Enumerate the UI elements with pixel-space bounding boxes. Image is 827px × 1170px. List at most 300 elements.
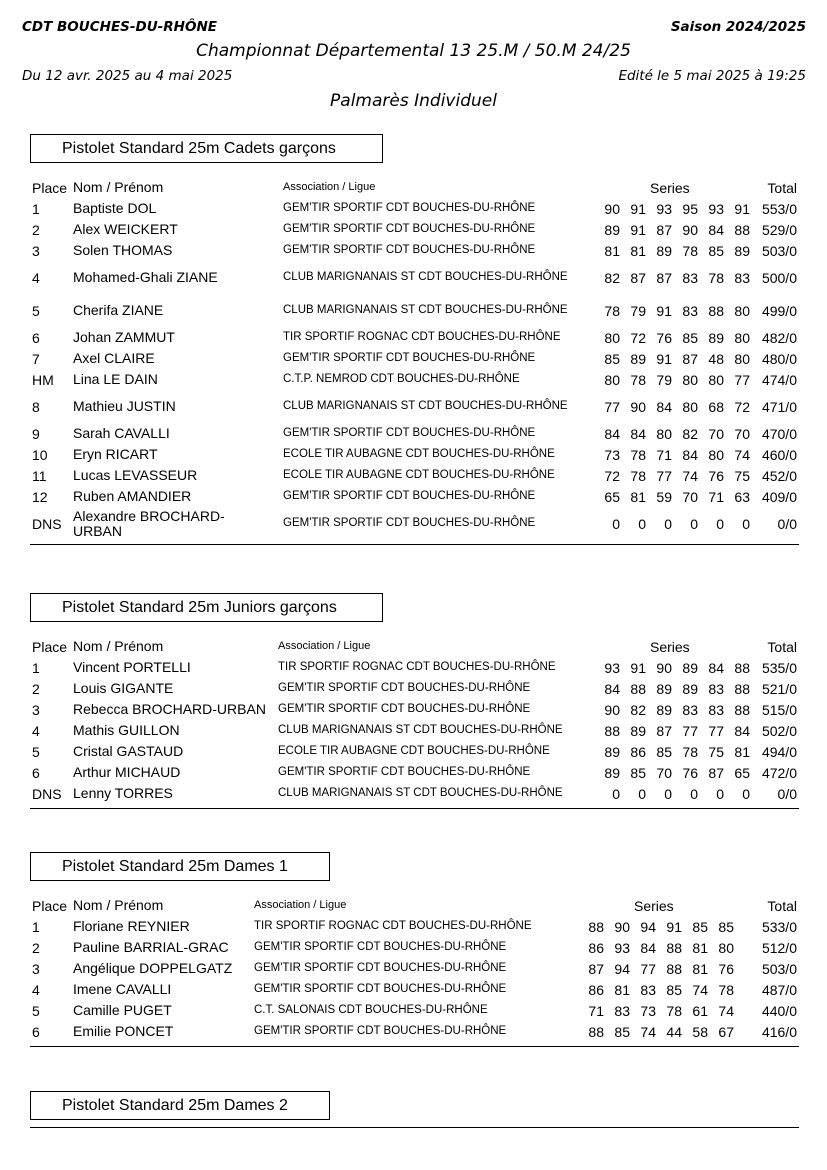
- cell-place: 10: [32, 446, 48, 463]
- table-header-row: [30, 177, 799, 198]
- cell-place: 3: [32, 242, 40, 259]
- cell-name: Lucas LEVASSEUR: [73, 467, 198, 483]
- cell-place: 3: [32, 701, 40, 718]
- cell-series-score: 86: [630, 743, 646, 760]
- cell-total: 472/0: [761, 764, 797, 781]
- cell-place: 5: [32, 1002, 40, 1019]
- cell-series-score: 85: [666, 981, 682, 998]
- cell-place: 1: [32, 200, 40, 217]
- cell-name: Cristal GASTAUD: [73, 743, 184, 759]
- cell-series-score: 91: [630, 221, 646, 238]
- cell-series-score: 80: [682, 371, 698, 388]
- cell-place: 8: [32, 398, 40, 415]
- cell-association: GEM'TIR SPORTIF CDT BOUCHES-DU-RHÔNE: [283, 490, 536, 503]
- cell-total: 503/0: [761, 960, 797, 977]
- cell-series-score: 82: [682, 425, 698, 442]
- cell-series-score: 77: [604, 398, 620, 415]
- season-label: Saison 2024/2025: [670, 19, 806, 35]
- cell-series-score: 91: [656, 302, 672, 319]
- cell-series-score: 95: [682, 200, 698, 217]
- cell-series-score: 91: [656, 350, 672, 367]
- cell-series-score: 86: [588, 981, 604, 998]
- cell-series-score: 58: [692, 1023, 708, 1040]
- table-row: [30, 219, 799, 240]
- cell-total: 553/0: [761, 200, 797, 217]
- cell-series-score: 72: [604, 467, 620, 484]
- cell-series-score: 70: [708, 425, 724, 442]
- cell-total: 503/0: [761, 242, 797, 259]
- cell-series-score: 80: [604, 329, 620, 346]
- cell-place: HM: [32, 371, 54, 388]
- cell-series-score: 87: [656, 221, 672, 238]
- cell-name: Imene CAVALLI: [73, 981, 172, 997]
- cell-association: GEM'TIR SPORTIF CDT BOUCHES-DU-RHÔNE: [283, 223, 536, 236]
- cell-association: ECOLE TIR AUBAGNE CDT BOUCHES-DU-RHÔNE: [283, 469, 555, 482]
- cell-association: GEM'TIR SPORTIF CDT BOUCHES-DU-RHÔNE: [254, 962, 507, 975]
- cell-series-score: 91: [666, 918, 682, 935]
- table-row: [30, 1000, 799, 1021]
- cell-series-score: 89: [630, 722, 646, 739]
- cell-name: Emilie PONCET: [73, 1023, 174, 1039]
- cell-series-score: 73: [604, 446, 620, 463]
- cell-association: CLUB MARIGNANAIS ST CDT BOUCHES-DU-RHÔNE: [283, 271, 568, 284]
- cell-series-score: 77: [640, 960, 656, 977]
- edited-timestamp: Edité le 5 mai 2025 à 19:25: [618, 68, 806, 84]
- cell-series-score: 72: [734, 398, 750, 415]
- cell-series-score: 77: [656, 467, 672, 484]
- cell-series-score: 61: [692, 1002, 708, 1019]
- table-row: [30, 720, 799, 741]
- cell-total: 487/0: [761, 981, 797, 998]
- cell-series-score: 83: [614, 1002, 630, 1019]
- cell-series-score: 87: [588, 960, 604, 977]
- cell-total: 416/0: [761, 1023, 797, 1040]
- cell-name: Floriane REYNIER: [73, 918, 190, 934]
- table-row: [30, 762, 799, 783]
- table-row: [30, 1021, 799, 1042]
- cell-place: 7: [32, 350, 40, 367]
- cell-name: Arthur MICHAUD: [73, 764, 181, 780]
- cell-series-score: 79: [630, 302, 646, 319]
- cell-name: Solen THOMAS: [73, 242, 173, 258]
- table-row: [30, 958, 799, 979]
- table-row: [30, 783, 799, 804]
- cell-series-score: 88: [734, 701, 750, 718]
- cell-series-score: 80: [682, 398, 698, 415]
- cell-place: 2: [32, 221, 40, 238]
- cell-series-score: 80: [734, 302, 750, 319]
- cell-series-score: 85: [718, 918, 734, 935]
- cell-series-score: 0: [664, 515, 672, 532]
- cell-total: 529/0: [761, 221, 797, 238]
- cell-association: TIR SPORTIF ROGNAC CDT BOUCHES-DU-RHÔNE: [254, 920, 532, 933]
- cell-total: 533/0: [761, 918, 797, 935]
- header-association: Association / Ligue: [283, 181, 376, 194]
- cell-place: DNS: [32, 515, 62, 532]
- cell-place: 6: [32, 329, 40, 346]
- cell-name: Eryn RICART: [73, 446, 158, 462]
- cell-series-score: 89: [656, 680, 672, 697]
- header-total: Total: [767, 638, 797, 655]
- championship-title: Championnat Départemental 13 25.M / 50.M 24/25: [196, 41, 631, 61]
- cell-association: GEM'TIR SPORTIF CDT BOUCHES-DU-RHÔNE: [278, 766, 531, 779]
- cell-place: 6: [32, 764, 40, 781]
- cell-series-score: 0: [742, 515, 750, 532]
- cell-place: DNS: [32, 785, 62, 802]
- cell-series-score: 44: [666, 1023, 682, 1040]
- header-series: Series: [650, 638, 690, 655]
- cell-series-score: 88: [666, 939, 682, 956]
- cell-series-score: 0: [664, 785, 672, 802]
- table-row: [30, 741, 799, 762]
- cell-series-score: 88: [734, 680, 750, 697]
- cell-name: Mathis GUILLON: [73, 722, 180, 738]
- cell-series-score: 88: [630, 680, 646, 697]
- table-row: [30, 423, 799, 444]
- cell-total: 500/0: [761, 269, 797, 286]
- cell-series-score: 93: [614, 939, 630, 956]
- table-row: [30, 444, 799, 465]
- cell-series-score: 80: [708, 371, 724, 388]
- cell-name: Alexandre BROCHARD-URBAN: [73, 507, 225, 539]
- header-total: Total: [767, 897, 797, 914]
- cell-series-score: 79: [656, 371, 672, 388]
- cell-association: C.T. SALONAIS CDT BOUCHES-DU-RHÔNE: [254, 1004, 488, 1017]
- cell-series-score: 81: [734, 743, 750, 760]
- cell-series-score: 74: [640, 1023, 656, 1040]
- cell-series-score: 85: [682, 329, 698, 346]
- cell-name: Cherifa ZIANE: [73, 302, 164, 318]
- table-row: [30, 486, 799, 507]
- cell-series-score: 90: [604, 701, 620, 718]
- category-title: Pistolet Standard 25m Juniors garçons: [30, 593, 383, 622]
- cell-series-score: 74: [718, 1002, 734, 1019]
- cell-name: Lenny TORRES: [73, 785, 173, 801]
- category-title: Pistolet Standard 25m Dames 1: [30, 852, 330, 881]
- cell-series-score: 84: [708, 221, 724, 238]
- cell-series-score: 84: [708, 659, 724, 676]
- cell-series-score: 70: [734, 425, 750, 442]
- header-place: Place: [32, 897, 68, 914]
- cell-total: 0/0: [777, 515, 797, 532]
- table-row: [30, 937, 799, 958]
- cell-place: 4: [32, 722, 40, 739]
- cell-series-score: 80: [604, 371, 620, 388]
- cell-name: Ruben AMANDIER: [73, 488, 192, 504]
- table-header-row: [30, 895, 799, 916]
- cell-series-score: 73: [640, 1002, 656, 1019]
- cell-series-score: 78: [708, 269, 724, 286]
- cell-association: CLUB MARIGNANAIS ST CDT BOUCHES-DU-RHÔNE: [283, 304, 568, 317]
- cell-name: Rebecca BROCHARD-URBAN: [73, 701, 266, 717]
- cell-series-score: 89: [604, 764, 620, 781]
- table-row: [30, 465, 799, 486]
- cell-series-score: 88: [588, 918, 604, 935]
- cell-association: GEM'TIR SPORTIF CDT BOUCHES-DU-RHÔNE: [254, 1025, 507, 1038]
- cell-series-score: 80: [708, 446, 724, 463]
- header-series: Series: [634, 897, 674, 914]
- cell-series-score: 87: [656, 269, 672, 286]
- cell-series-score: 85: [708, 242, 724, 259]
- cell-series-score: 89: [734, 242, 750, 259]
- cell-series-score: 78: [630, 446, 646, 463]
- cell-series-score: 90: [682, 221, 698, 238]
- cell-series-score: 63: [734, 488, 750, 505]
- cell-total: 471/0: [761, 398, 797, 415]
- cell-name: Axel CLAIRE: [73, 350, 155, 366]
- cell-series-score: 87: [630, 269, 646, 286]
- cell-series-score: 88: [588, 1023, 604, 1040]
- cell-name: Alex WEICKERT: [73, 221, 178, 237]
- competition-dates: Du 12 avr. 2025 au 4 mai 2025: [22, 68, 233, 84]
- cell-series-score: 71: [588, 1002, 604, 1019]
- cell-series-score: 81: [692, 939, 708, 956]
- cell-association: GEM'TIR SPORTIF CDT BOUCHES-DU-RHÔNE: [283, 202, 536, 215]
- table-row: [30, 327, 799, 348]
- cell-series-score: 93: [656, 200, 672, 217]
- cell-series-score: 81: [630, 242, 646, 259]
- header-place: Place: [32, 638, 68, 655]
- cell-series-score: 83: [734, 269, 750, 286]
- cell-series-score: 72: [630, 329, 646, 346]
- cell-series-score: 80: [734, 329, 750, 346]
- cell-series-score: 89: [682, 680, 698, 697]
- cell-series-score: 70: [682, 488, 698, 505]
- cell-series-score: 80: [734, 350, 750, 367]
- table-row: [30, 240, 799, 261]
- cell-series-score: 0: [742, 785, 750, 802]
- cell-association: GEM'TIR SPORTIF CDT BOUCHES-DU-RHÔNE: [278, 703, 531, 716]
- table-row: [30, 261, 799, 294]
- cell-association: CLUB MARIGNANAIS ST CDT BOUCHES-DU-RHÔNE: [283, 400, 568, 413]
- cell-series-score: 84: [734, 722, 750, 739]
- table-row: [30, 348, 799, 369]
- cell-total: 409/0: [761, 488, 797, 505]
- header-association: Association / Ligue: [254, 899, 347, 912]
- organization-name: CDT BOUCHES-DU-RHÔNE: [22, 19, 217, 35]
- cell-name: Baptiste DOL: [73, 200, 157, 216]
- cell-association: GEM'TIR SPORTIF CDT BOUCHES-DU-RHÔNE: [283, 427, 536, 440]
- header-place: Place: [32, 179, 68, 196]
- cell-place: 4: [32, 269, 40, 286]
- cell-series-score: 80: [718, 939, 734, 956]
- header-total: Total: [767, 179, 797, 196]
- cell-association: GEM'TIR SPORTIF CDT BOUCHES-DU-RHÔNE: [254, 941, 507, 954]
- cell-series-score: 78: [682, 743, 698, 760]
- cell-series-score: 91: [734, 200, 750, 217]
- cell-series-score: 83: [708, 680, 724, 697]
- cell-name: Lina LE DAIN: [73, 371, 158, 387]
- cell-series-score: 85: [614, 1023, 630, 1040]
- cell-total: 480/0: [761, 350, 797, 367]
- cell-series-score: 88: [666, 960, 682, 977]
- cell-series-score: 84: [630, 425, 646, 442]
- cell-series-score: 74: [734, 446, 750, 463]
- cell-series-score: 80: [656, 425, 672, 442]
- cell-place: 11: [32, 467, 47, 484]
- cell-series-score: 81: [692, 960, 708, 977]
- cell-name: Sarah CAVALLI: [73, 425, 170, 441]
- cell-series-score: 78: [718, 981, 734, 998]
- table-row: [30, 507, 799, 540]
- cell-association: TIR SPORTIF ROGNAC CDT BOUCHES-DU-RHÔNE: [283, 331, 561, 344]
- cell-series-score: 74: [692, 981, 708, 998]
- cell-series-score: 88: [708, 302, 724, 319]
- cell-series-score: 70: [656, 764, 672, 781]
- cell-total: 499/0: [761, 302, 797, 319]
- cell-series-score: 78: [682, 242, 698, 259]
- cell-total: 494/0: [761, 743, 797, 760]
- cell-total: 502/0: [761, 722, 797, 739]
- cell-total: 521/0: [761, 680, 797, 697]
- cell-series-score: 88: [734, 659, 750, 676]
- cell-total: 452/0: [761, 467, 797, 484]
- table-row: [30, 678, 799, 699]
- cell-series-score: 84: [682, 446, 698, 463]
- cell-series-score: 77: [682, 722, 698, 739]
- cell-series-score: 0: [716, 515, 724, 532]
- cell-series-score: 0: [716, 785, 724, 802]
- cell-series-score: 0: [638, 515, 646, 532]
- cell-series-score: 90: [656, 659, 672, 676]
- cell-association: CLUB MARIGNANAIS ST CDT BOUCHES-DU-RHÔNE: [278, 724, 563, 737]
- cell-series-score: 83: [682, 302, 698, 319]
- cell-total: 482/0: [761, 329, 797, 346]
- cell-series-score: 67: [718, 1023, 734, 1040]
- cell-series-score: 78: [630, 467, 646, 484]
- cell-association: GEM'TIR SPORTIF CDT BOUCHES-DU-RHÔNE: [283, 517, 536, 530]
- table-row: [30, 369, 799, 390]
- cell-series-score: 0: [638, 785, 646, 802]
- cell-series-score: 86: [588, 939, 604, 956]
- cell-place: 4: [32, 981, 40, 998]
- cell-name: Mohamed-Ghali ZIANE: [73, 269, 218, 285]
- cell-series-score: 71: [708, 488, 724, 505]
- cell-association: CLUB MARIGNANAIS ST CDT BOUCHES-DU-RHÔNE: [278, 787, 563, 800]
- cell-series-score: 85: [692, 918, 708, 935]
- cell-series-score: 90: [604, 200, 620, 217]
- category-title: Pistolet Standard 25m Cadets garçons: [30, 134, 383, 163]
- header-name: Nom / Prénom: [73, 638, 164, 654]
- cell-series-score: 74: [682, 467, 698, 484]
- cell-series-score: 87: [682, 350, 698, 367]
- cell-series-score: 89: [656, 701, 672, 718]
- cell-place: 2: [32, 680, 40, 697]
- cell-series-score: 81: [630, 488, 646, 505]
- header-series: Series: [650, 179, 690, 196]
- cell-series-score: 85: [656, 743, 672, 760]
- cell-place: 5: [32, 302, 40, 319]
- cell-series-score: 85: [630, 764, 646, 781]
- cell-place: 1: [32, 918, 40, 935]
- results-table: [30, 895, 799, 1047]
- cell-association: GEM'TIR SPORTIF CDT BOUCHES-DU-RHÔNE: [278, 682, 531, 695]
- cell-total: 512/0: [761, 939, 797, 956]
- cell-association: GEM'TIR SPORTIF CDT BOUCHES-DU-RHÔNE: [283, 244, 536, 257]
- cell-total: 474/0: [761, 371, 797, 388]
- cell-series-score: 77: [708, 722, 724, 739]
- cell-series-score: 88: [604, 722, 620, 739]
- header-name: Nom / Prénom: [73, 179, 164, 195]
- cell-series-score: 0: [690, 785, 698, 802]
- cell-series-score: 83: [708, 701, 724, 718]
- cell-series-score: 81: [614, 981, 630, 998]
- cell-association: TIR SPORTIF ROGNAC CDT BOUCHES-DU-RHÔNE: [278, 661, 556, 674]
- cell-series-score: 76: [718, 960, 734, 977]
- cell-series-score: 84: [656, 398, 672, 415]
- table-row: [30, 390, 799, 423]
- table-header-row: [30, 636, 799, 657]
- table-row: [30, 979, 799, 1000]
- table-row: [30, 198, 799, 219]
- cell-association: C.T.P. NEMROD CDT BOUCHES-DU-RHÔNE: [283, 373, 520, 386]
- table-row: [30, 657, 799, 678]
- cell-place: 3: [32, 960, 40, 977]
- report-subtitle: Palmarès Individuel: [330, 91, 497, 111]
- cell-series-score: 89: [604, 221, 620, 238]
- cell-name: Pauline BARRIAL-GRAC: [73, 939, 229, 955]
- cell-total: 0/0: [777, 785, 797, 802]
- cell-name: Angélique DOPPELGATZ: [73, 960, 233, 976]
- cell-place: 6: [32, 1023, 40, 1040]
- cell-series-score: 77: [734, 371, 750, 388]
- cell-series-score: 94: [614, 960, 630, 977]
- cell-series-score: 85: [604, 350, 620, 367]
- category-title: Pistolet Standard 25m Dames 2: [30, 1091, 330, 1120]
- cell-series-score: 91: [630, 659, 646, 676]
- cell-series-score: 90: [614, 918, 630, 935]
- cell-series-score: 89: [708, 329, 724, 346]
- cell-total: 460/0: [761, 446, 797, 463]
- cell-association: ECOLE TIR AUBAGNE CDT BOUCHES-DU-RHÔNE: [278, 745, 550, 758]
- cell-series-score: 89: [630, 350, 646, 367]
- cell-series-score: 89: [604, 743, 620, 760]
- cell-series-score: 84: [604, 680, 620, 697]
- cell-series-score: 76: [656, 329, 672, 346]
- cell-association: GEM'TIR SPORTIF CDT BOUCHES-DU-RHÔNE: [283, 352, 536, 365]
- cell-series-score: 89: [682, 659, 698, 676]
- cell-series-score: 0: [690, 515, 698, 532]
- cell-place: 12: [32, 488, 48, 505]
- cell-series-score: 78: [666, 1002, 682, 1019]
- cell-series-score: 82: [630, 701, 646, 718]
- cell-series-score: 48: [708, 350, 724, 367]
- cell-series-score: 94: [640, 918, 656, 935]
- results-table: [30, 1127, 799, 1128]
- cell-series-score: 0: [612, 785, 620, 802]
- cell-place: 1: [32, 659, 40, 676]
- cell-series-score: 83: [682, 701, 698, 718]
- cell-series-score: 65: [604, 488, 620, 505]
- results-table: [30, 177, 799, 545]
- cell-series-score: 91: [630, 200, 646, 217]
- cell-series-score: 75: [708, 743, 724, 760]
- cell-series-score: 78: [630, 371, 646, 388]
- cell-series-score: 71: [656, 446, 672, 463]
- cell-series-score: 87: [656, 722, 672, 739]
- cell-series-score: 65: [734, 764, 750, 781]
- cell-series-score: 83: [640, 981, 656, 998]
- cell-association: ECOLE TIR AUBAGNE CDT BOUCHES-DU-RHÔNE: [283, 448, 555, 461]
- cell-series-score: 76: [708, 467, 724, 484]
- cell-series-score: 59: [656, 488, 672, 505]
- cell-series-score: 90: [630, 398, 646, 415]
- cell-total: 440/0: [761, 1002, 797, 1019]
- cell-series-score: 87: [708, 764, 724, 781]
- cell-name: Louis GIGANTE: [73, 680, 174, 696]
- cell-series-score: 88: [734, 221, 750, 238]
- cell-series-score: 81: [604, 242, 620, 259]
